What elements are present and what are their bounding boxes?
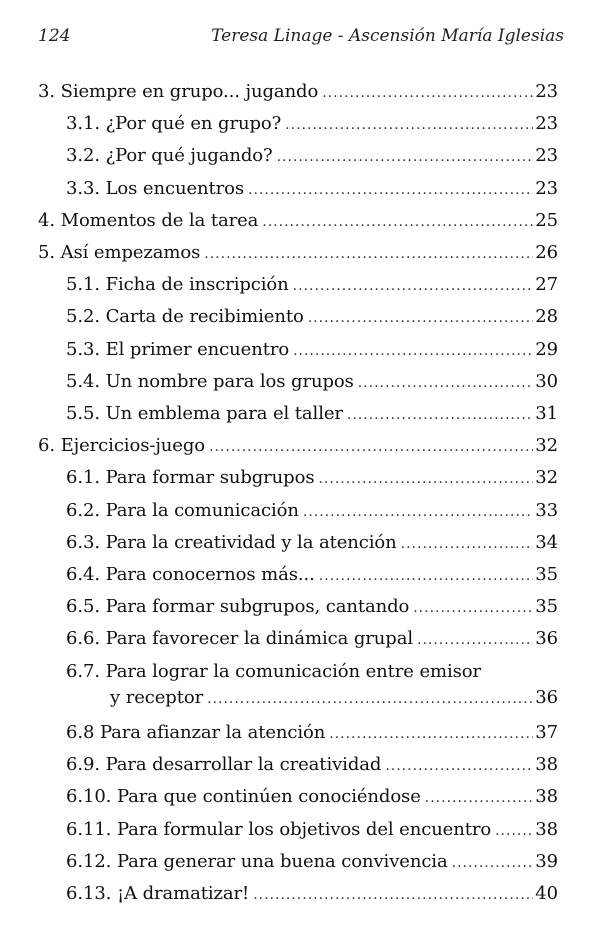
toc-entry-page: 23 — [535, 177, 558, 199]
toc-entry — [66, 144, 558, 169]
toc-entry-title-text: Un emblema para el taller — [105, 403, 343, 424]
toc-entry-number: 6.13. — [66, 883, 112, 904]
toc-entry-title-text: Para la creatividad y la atención — [105, 531, 397, 553]
toc-entry-title-text: Para afianzar la atención — [99, 722, 326, 743]
dot-leader — [308, 306, 534, 330]
toc-entry-page: 27 — [535, 274, 558, 296]
toc-entry-page: 30 — [535, 370, 558, 392]
toc-entry — [38, 434, 558, 459]
toc-entry-title — [66, 466, 318, 490]
page-number: 124 — [38, 26, 71, 46]
toc-entry-title-text: Los encuentros — [105, 177, 245, 199]
toc-entry-title — [66, 499, 303, 523]
toc-entry-title-text: Momentos de la tarea — [60, 209, 259, 231]
toc-entry-title-text: El primer encuentro — [105, 338, 290, 360]
toc-entry-page: 35 — [535, 564, 558, 585]
toc-entry — [66, 660, 558, 711]
toc-entry — [38, 80, 558, 105]
toc-entry-number: 6.12. — [66, 850, 112, 872]
dot-leader — [417, 628, 533, 652]
toc-entry-page: 29 — [535, 338, 558, 360]
dot-leader — [358, 371, 534, 395]
toc-entry-number: 6.8 — [66, 722, 95, 743]
dot-leader — [277, 145, 534, 169]
toc-entry-title — [66, 338, 293, 362]
toc-entry-title-text: Para lograr la comunicación entre emisor — [105, 660, 482, 682]
toc-entry-title-text: Para favorecer la dinámica grupal — [105, 628, 413, 650]
toc-entry-page: 38 — [535, 786, 558, 808]
toc-entry-page: 28 — [535, 306, 558, 328]
toc-entry-number: 6.7. — [66, 660, 100, 682]
toc-entry-title-text: Carta de recibimiento — [105, 306, 304, 328]
toc-entry-page: 36 — [535, 628, 558, 650]
toc-entry-number: 6.11. — [66, 818, 112, 840]
toc-entry-number: 5.4. — [66, 370, 100, 392]
toc-entry-number: 3.2. — [66, 145, 100, 167]
dot-leader — [253, 883, 533, 907]
toc-entry-title-continued: y receptor — [110, 686, 204, 708]
toc-entry-number: 6.2. — [66, 499, 100, 521]
toc-entry-title — [66, 850, 452, 874]
toc-entry-page: 37 — [535, 722, 558, 743]
toc-entry-title — [66, 785, 425, 809]
dot-leader — [401, 532, 534, 556]
toc-entry — [66, 531, 558, 556]
toc-entry — [66, 627, 558, 652]
toc-entry — [66, 818, 558, 843]
toc-entry-title-text: ¡A dramatizar! — [116, 883, 250, 904]
toc-entry — [66, 338, 558, 363]
dot-leader — [204, 242, 533, 266]
toc-entry — [66, 370, 558, 395]
toc-entry-title-text: Para conocernos más... — [105, 564, 315, 585]
toc-entry — [38, 241, 558, 266]
toc-entry-title — [66, 753, 385, 777]
toc-entry-title-text: Para formar subgrupos, cantando — [105, 596, 410, 618]
dot-leader — [452, 851, 534, 875]
toc-entry-number: 5.1. — [66, 274, 100, 296]
dot-leader — [303, 500, 533, 524]
toc-entry-number: 5. — [38, 242, 55, 263]
toc-entry-title — [66, 721, 329, 745]
toc-entry-page: 36 — [535, 686, 558, 708]
toc-entry-number: 4. — [38, 209, 55, 231]
dot-leader — [318, 467, 533, 491]
toc-entry-title — [66, 660, 558, 684]
toc-entry-page: 31 — [535, 403, 558, 424]
page-header — [38, 26, 564, 46]
toc-entry-title — [38, 241, 204, 265]
dot-leader — [347, 403, 533, 427]
toc-entry-page: 23 — [535, 145, 558, 167]
toc-entry-page: 23 — [535, 81, 558, 102]
toc-entry — [66, 563, 558, 588]
dot-leader — [262, 210, 533, 234]
toc-entry — [66, 753, 558, 778]
toc-entry-number: 6. — [38, 435, 55, 457]
toc-entry-title-text: Para generar una buena convivencia — [116, 850, 448, 872]
toc-entry-number: 6.1. — [66, 467, 100, 489]
toc-entry-title-text: Para que continúen conociéndose — [116, 786, 421, 808]
toc-entry-number: 6.4. — [66, 564, 100, 585]
toc-entry-page: 35 — [535, 596, 558, 618]
toc-entry-title-text: Para la comunicación — [105, 499, 299, 521]
toc-entry-number: 6.6. — [66, 628, 100, 650]
toc-entry-title — [66, 595, 413, 619]
running-title: Teresa Linage - Ascensión María Iglesias — [211, 26, 564, 46]
toc-entry-number: 6.5. — [66, 596, 100, 618]
toc-entry-number: 5.5. — [66, 403, 100, 424]
toc-entry-page: 38 — [535, 818, 558, 840]
toc-entry — [66, 785, 558, 810]
toc-entry-title — [38, 434, 209, 458]
toc-entry-title — [66, 531, 401, 555]
toc-entry-page: 23 — [535, 113, 558, 135]
toc-entry-title-text: Así empezamos — [60, 242, 201, 263]
toc-entry-page: 34 — [535, 531, 558, 553]
dot-leader — [293, 339, 533, 363]
toc-entry-page: 26 — [535, 242, 558, 263]
dot-leader — [207, 687, 533, 711]
dot-leader — [322, 81, 533, 105]
toc-entry-number: 3. — [38, 81, 55, 102]
toc-entry-title-text: Ficha de inscripción — [105, 274, 289, 296]
dot-leader — [285, 113, 533, 137]
toc-entry — [66, 305, 558, 330]
toc-entry — [66, 499, 558, 524]
toc-entry-title-text: Para formar subgrupos — [105, 467, 315, 489]
dot-leader — [385, 754, 533, 778]
toc-entry — [66, 112, 558, 137]
toc-entry-number: 6.10. — [66, 786, 112, 808]
toc-entry-number: 5.3. — [66, 338, 100, 360]
toc-entry-page: 33 — [535, 499, 558, 521]
toc-entry-number: 6.9. — [66, 754, 100, 776]
toc-entry-title — [38, 209, 262, 233]
toc-entry-page: 32 — [535, 435, 558, 457]
dot-leader — [495, 819, 533, 843]
toc-entry-title — [66, 882, 253, 906]
toc-entry-title-text: Ejercicios-juego — [60, 435, 206, 457]
toc-entry-title — [66, 273, 293, 297]
toc-entry — [66, 850, 558, 875]
toc-entry — [66, 273, 558, 298]
toc-entry-title — [66, 818, 495, 842]
toc-entry-number: 6.3. — [66, 531, 100, 553]
dot-leader — [329, 722, 533, 746]
dot-leader — [248, 178, 533, 202]
toc-entry — [66, 721, 558, 746]
dot-leader — [319, 564, 534, 588]
dot-leader — [413, 596, 533, 620]
toc-entry — [66, 882, 558, 907]
toc-entry — [38, 209, 558, 234]
toc-entry-title-text: Siempre en grupo... jugando — [60, 81, 319, 102]
toc-entry-page: 40 — [535, 883, 558, 904]
toc-entry-title — [66, 402, 347, 426]
toc-entry-title — [66, 144, 277, 168]
toc-entry-number: 5.2. — [66, 306, 100, 328]
toc-entry — [66, 402, 558, 427]
toc-entry-title — [66, 112, 285, 136]
toc-entry-title-text: ¿Por qué en grupo? — [105, 113, 282, 135]
toc-entry-title — [66, 305, 308, 329]
toc-entry — [66, 466, 558, 491]
toc-entry-title-text: Un nombre para los grupos — [105, 370, 354, 392]
dot-leader — [293, 274, 534, 298]
toc-entry-title-text: Para formular los objetivos del encuentro — [116, 818, 492, 840]
toc-entry-title — [66, 177, 248, 201]
toc-entry-title — [66, 370, 358, 394]
toc-entry-title — [66, 627, 417, 651]
toc-entry — [66, 595, 558, 620]
toc-entry-page: 32 — [535, 467, 558, 489]
dot-leader — [425, 786, 534, 810]
dot-leader — [209, 435, 533, 459]
toc-entry-number: 3.3. — [66, 177, 100, 199]
toc-entry-page: 38 — [535, 754, 558, 776]
toc-entry-title — [38, 80, 322, 104]
toc-entry-title-text: ¿Por qué jugando? — [105, 145, 273, 167]
toc-entry — [66, 177, 558, 202]
toc-entry-title-text: Para desarrollar la creatividad — [105, 754, 382, 776]
toc-entry-page: 25 — [535, 209, 558, 231]
toc-entry-number: 3.1. — [66, 113, 100, 135]
toc-entry-title — [66, 563, 319, 587]
toc-entry-page: 39 — [535, 850, 558, 872]
